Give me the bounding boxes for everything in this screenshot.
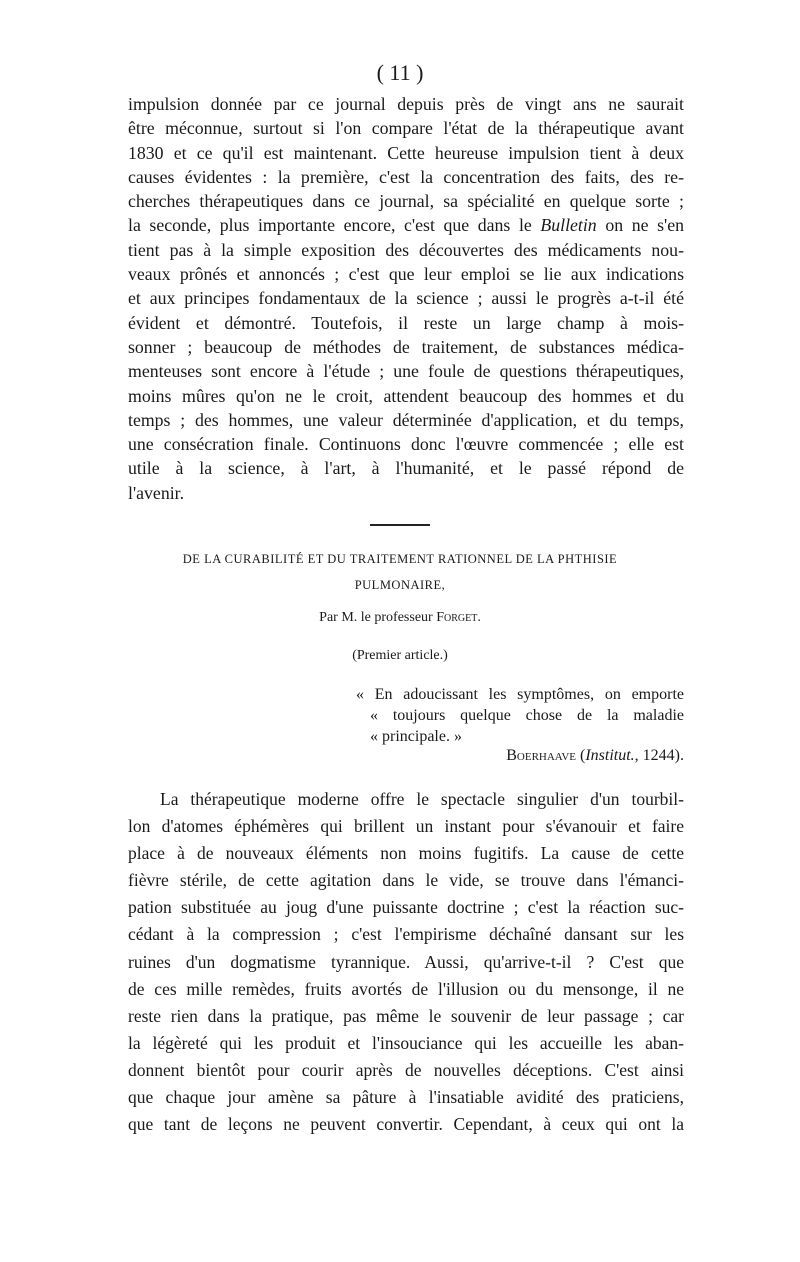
text-line: cherches thérapeutiques dans ce journal, sa spécialité en quelque sorte ; — [128, 191, 684, 212]
text-line: l'avenir. — [128, 482, 185, 503]
text-line: veaux prônés et annoncés ; c'est que leur emploi se lie aux indications — [128, 264, 684, 285]
text-line: de ces mille remèdes, fruits avortés de l'illusion ou du mensonge, il ne — [128, 978, 684, 999]
text-line: utile à la science, à l'art, à l'humanité, et le passé répond de — [128, 458, 684, 479]
text-line: place à de nouveaux éléments non moins fugitifs. La cause de cette — [128, 843, 684, 864]
text-line: temps ; des hommes, une valeur déterminée d'application, et du temps, — [128, 409, 684, 430]
text-line: ruines d'un dogmatisme tyrannique. Aussi, qu'arrive-t-il ? C'est que — [128, 951, 684, 972]
article-title-line-1: DE LA CURABILITÉ ET DU TRAITEMENT RATIONNEL DE LA PHTHISIE — [182, 552, 618, 566]
article-note: (Premier article.) — [352, 648, 448, 663]
text-line: que chaque jour amène sa pâture à l'insatiable avidité des praticiens, — [128, 1087, 684, 1108]
author-byline — [0, 610, 800, 626]
text-line — [128, 213, 684, 237]
attribution-author: Boerhaave — [506, 747, 576, 764]
text-fragment: la seconde, plus importante encore, c'est que dans le — [128, 215, 532, 236]
epigraph-line: « principale. » — [370, 728, 462, 745]
page-number: ( 11 ) — [376, 60, 424, 85]
text-line: reste rien dans la pratique, pas même le souvenir de leur passage ; car — [128, 1005, 684, 1026]
text-line: moins mûres qu'on ne le croit, attendent beaucoup des hommes et du — [128, 385, 684, 406]
text-line: cédant à la compression ; c'est l'empirisme déchaîné dansant sur les — [128, 924, 684, 945]
text-line: une consécration finale. Continuons donc l'œuvre commencée ; elle est — [128, 434, 684, 455]
author-prefix: Par M. le professeur — [319, 610, 433, 625]
text-line: sonner ; beaucoup de méthodes de traitement, de substances médica- — [128, 336, 684, 357]
text-fragment: on ne s'en — [605, 215, 684, 236]
epigraph-line: « En adoucissant les symptômes, on emporte — [356, 686, 684, 703]
epigraph — [356, 684, 684, 747]
attribution-work: Institut. — [585, 747, 635, 764]
paragraph-continuation — [128, 92, 684, 505]
epigraph-line: « toujours quelque chose de la maladie — [370, 707, 684, 724]
text-line: donnent bientôt pour courir après de nouvelles déceptions. C'est ainsi — [128, 1059, 684, 1080]
text-line: pation substituée au joug d'une puissante doctrine ; c'est la réaction suc- — [128, 897, 684, 918]
text-line: évident et démontré. Toutefois, il reste un large champ à mois- — [128, 312, 684, 333]
text-line: fièvre stérile, de cette agitation dans le vide, se trouve dans l'émanci- — [128, 870, 684, 891]
text-line: que tant de leçons ne peuvent convertir. Cependant, à ceux qui ont la — [128, 1114, 684, 1135]
text-line: être méconnue, surtout si l'on compare l'état de la thérapeutique avant — [128, 118, 684, 139]
attribution-paren: ( — [580, 747, 586, 764]
attribution-rest: , 1244). — [634, 747, 684, 764]
text-line: impulsion donnée par ce journal depuis près de vingt ans ne saurait — [128, 94, 684, 114]
text-line: menteuses sont encore à l'étude ; une foule de questions thérapeutiques, — [128, 361, 684, 382]
text-line: lon d'atomes éphémères qui brillent un instant pour s'évanouir et faire — [128, 816, 684, 837]
journal-title: Bulletin — [540, 215, 597, 236]
text-line: et aux principes fondamentaux de la science ; aussi le progrès a-t-il été — [128, 288, 684, 309]
text-line: La thérapeutique moderne offre le spectacle singulier d'un tourbil- — [160, 789, 684, 809]
text-line: causes évidentes : la première, c'est la concentration des faits, des re- — [128, 166, 684, 187]
author-name: Forget. — [436, 610, 481, 625]
text-line: tient pas à la simple exposition des découvertes des médicaments nou- — [128, 239, 684, 260]
article-title-line-2: PULMONAIRE, — [354, 578, 446, 592]
epigraph-attribution — [356, 747, 684, 765]
article-body — [128, 786, 684, 1138]
section-divider — [370, 524, 430, 526]
text-line: 1830 et ce qu'il est maintenant. Cette heureuse impulsion tient à deux — [128, 142, 684, 163]
text-line: la légèreté qui les produit et l'insouciance qui les accueille les aban- — [128, 1032, 684, 1053]
